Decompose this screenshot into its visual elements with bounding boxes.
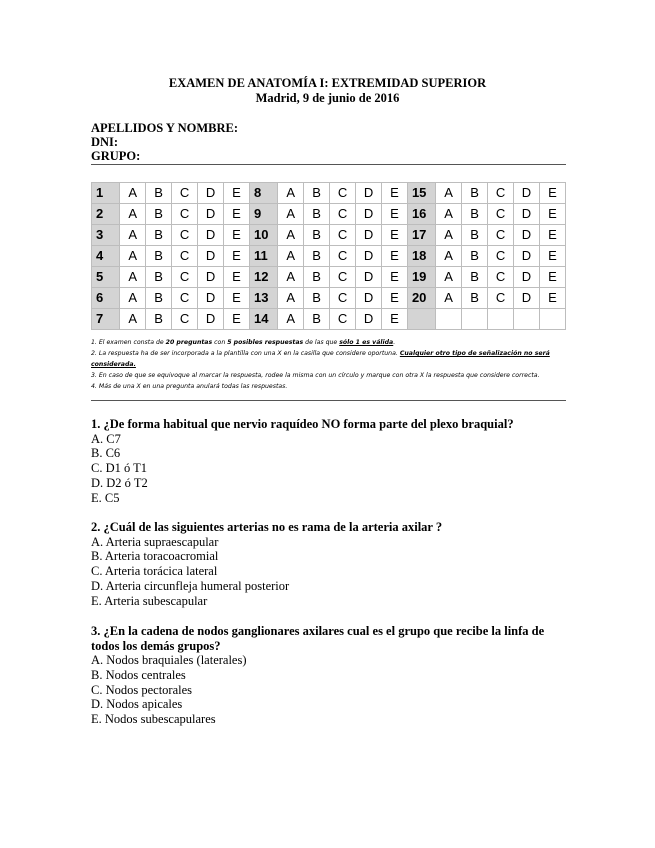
answer-row [92, 309, 566, 330]
answer-cell-18-e[interactable]: E [539, 246, 565, 267]
answer-cell-18-a[interactable]: A [436, 246, 462, 267]
question-number: 18 [407, 246, 435, 267]
question-number: 5 [92, 267, 120, 288]
answer-row [92, 225, 566, 246]
answer-cell-20-a[interactable]: A [436, 288, 462, 309]
answer-cell-4-e[interactable]: E [224, 246, 250, 267]
answer-cell-4-b[interactable]: B [146, 246, 172, 267]
answer-cell-8-e[interactable]: E [381, 183, 407, 204]
answer-cell-7-d[interactable]: D [198, 309, 224, 330]
answer-cell-15-d[interactable]: D [514, 183, 540, 204]
answer-cell-14-d[interactable]: D [356, 309, 382, 330]
answer-cell-3-a[interactable]: A [120, 225, 146, 246]
answer-cell-5-c[interactable]: C [172, 267, 198, 288]
question-number: 12 [249, 267, 277, 288]
option-e: E. Arteria subescapular [91, 593, 208, 608]
answer-cell-2-b[interactable]: B [146, 204, 172, 225]
answer-cell-3-b[interactable]: B [146, 225, 172, 246]
answer-cell-5-e[interactable]: E [224, 267, 250, 288]
answer-cell-18-c[interactable]: C [488, 246, 514, 267]
answer-cell-8-b[interactable]: B [304, 183, 330, 204]
answer-cell-15-c[interactable]: C [488, 183, 514, 204]
answer-cell-6-b[interactable]: B [146, 288, 172, 309]
answer-cell-9-c[interactable]: C [330, 204, 356, 225]
answer-cell-1-d[interactable]: D [198, 183, 224, 204]
question-number: 16 [407, 204, 435, 225]
question-text: 2. ¿Cuál de las siguientes arterias no es rama de la arteria axilar ? [91, 520, 443, 534]
answer-cell-9-b[interactable]: B [304, 204, 330, 225]
answer-cell-4-c[interactable]: C [172, 246, 198, 267]
answer-cell-16-c[interactable]: C [488, 204, 514, 225]
question-number: 8 [249, 183, 277, 204]
answer-cell-6-a[interactable]: A [120, 288, 146, 309]
empty-cell [436, 309, 462, 330]
option-e: E. Nodos subescapulares [91, 712, 216, 727]
empty-cell [488, 309, 514, 330]
question-number: 3 [92, 225, 120, 246]
answer-cell-11-a[interactable]: A [278, 246, 304, 267]
answer-cell-17-b[interactable]: B [462, 225, 488, 246]
answer-cell-14-e[interactable]: E [381, 309, 407, 330]
question-number: 10 [249, 225, 277, 246]
answer-cell-13-e[interactable]: E [381, 288, 407, 309]
answer-cell-4-d[interactable]: D [198, 246, 224, 267]
answer-sheet-table [91, 182, 566, 330]
answer-cell-11-d[interactable]: D [356, 246, 382, 267]
answer-cell-5-a[interactable]: A [120, 267, 146, 288]
answer-cell-20-e[interactable]: E [539, 288, 565, 309]
answer-cell-8-c[interactable]: C [330, 183, 356, 204]
question-number: 11 [249, 246, 277, 267]
answer-cell-18-d[interactable]: D [514, 246, 540, 267]
option-e: E. C5 [91, 490, 120, 505]
answer-cell-17-d[interactable]: D [514, 225, 540, 246]
empty-cell [514, 309, 540, 330]
empty-cell [462, 309, 488, 330]
question-text: 1. ¿De forma habitual que nervio raquídeo NO forma parte del plexo braquial? [91, 417, 514, 431]
answer-cell-17-a[interactable]: A [436, 225, 462, 246]
answer-cell-9-d[interactable]: D [356, 204, 382, 225]
answer-cell-17-c[interactable]: C [488, 225, 514, 246]
instruction-4: 4. Más de una X en una pregunta anulará todas las respuestas. [91, 383, 288, 390]
answer-cell-7-c[interactable]: C [172, 309, 198, 330]
answer-row [92, 183, 566, 204]
answer-cell-3-c[interactable]: C [172, 225, 198, 246]
answer-cell-10-c[interactable]: C [330, 225, 356, 246]
question-number: 1 [92, 183, 120, 204]
answer-cell-5-b[interactable]: B [146, 267, 172, 288]
answer-cell-16-a[interactable]: A [436, 204, 462, 225]
answer-cell-16-d[interactable]: D [514, 204, 540, 225]
answer-cell-11-b[interactable]: B [304, 246, 330, 267]
answer-cell-7-a[interactable]: A [120, 309, 146, 330]
option-b: B. Arteria toracoacromial [91, 549, 219, 564]
option-d: D. Arteria circunfleja humeral posterior [91, 578, 290, 593]
answer-cell-13-c[interactable]: C [330, 288, 356, 309]
question-number: 15 [407, 183, 435, 204]
dni-label: DNI: [91, 135, 119, 149]
question-number: 6 [92, 288, 120, 309]
answer-cell-6-d[interactable]: D [198, 288, 224, 309]
answer-row [92, 288, 566, 309]
instructions [91, 337, 566, 392]
question-number: 17 [407, 225, 435, 246]
option-b: B. C6 [91, 446, 121, 461]
answer-cell-20-b[interactable]: B [462, 288, 488, 309]
answer-cell-9-a[interactable]: A [278, 204, 304, 225]
answer-row [92, 204, 566, 225]
answer-cell-13-d[interactable]: D [356, 288, 382, 309]
answer-cell-10-b[interactable]: B [304, 225, 330, 246]
option-c: C. Arteria torácica lateral [91, 564, 218, 579]
option-c: C. Nodos pectorales [91, 682, 193, 697]
answer-cell-12-e[interactable]: E [381, 267, 407, 288]
answer-cell-1-b[interactable]: B [146, 183, 172, 204]
answer-cell-18-b[interactable]: B [462, 246, 488, 267]
answer-cell-10-a[interactable]: A [278, 225, 304, 246]
group-label: GRUPO: [91, 149, 141, 163]
answer-cell-4-a[interactable]: A [120, 246, 146, 267]
option-d: D. Nodos apicales [91, 697, 183, 712]
answer-cell-10-d[interactable]: D [356, 225, 382, 246]
question-number: 7 [92, 309, 120, 330]
question-text: 3. ¿En la cadena de nodos ganglionares axilares cual es el grupo que recibe la linfa de todos los demás grupos? [91, 624, 545, 653]
answer-cell-2-e[interactable]: E [224, 204, 250, 225]
answer-cell-7-e[interactable]: E [224, 309, 250, 330]
option-c: C. D1 ó T1 [91, 461, 148, 476]
answer-cell-11-c[interactable]: C [330, 246, 356, 267]
answer-cell-2-d[interactable]: D [198, 204, 224, 225]
answer-cell-19-b[interactable]: B [462, 267, 488, 288]
answer-cell-16-b[interactable]: B [462, 204, 488, 225]
exam-title: EXAMEN DE ANATOMÍA I: EXTREMIDAD SUPERIOR [168, 76, 487, 90]
answer-cell-20-c[interactable]: C [488, 288, 514, 309]
instruction-3: 3. En caso de que se equivoque al marcar la respuesta, rodee la misma con un círculo y marque con otra X la respuesta que considere correcta. [91, 372, 540, 379]
answer-cell-11-e[interactable]: E [381, 246, 407, 267]
exam-subtitle: Madrid, 9 de junio de 2016 [255, 91, 400, 105]
question-number: 2 [92, 204, 120, 225]
question-1 [91, 417, 566, 505]
answer-cell-2-c[interactable]: C [172, 204, 198, 225]
answer-cell-3-e[interactable]: E [224, 225, 250, 246]
question-number: 19 [407, 267, 435, 288]
option-a: A. Nodos braquiales (laterales) [91, 653, 247, 667]
answer-cell-1-c[interactable]: C [172, 183, 198, 204]
answer-cell-15-a[interactable]: A [436, 183, 462, 204]
answer-row [92, 246, 566, 267]
option-b: B. Nodos centrales [91, 667, 186, 682]
answer-cell-10-e[interactable]: E [381, 225, 407, 246]
instructions-divider [91, 400, 566, 401]
answer-cell-14-a[interactable]: A [278, 309, 304, 330]
question-number: 4 [92, 246, 120, 267]
option-d: D. D2 ó T2 [91, 475, 148, 490]
answer-cell-19-c[interactable]: C [488, 267, 514, 288]
answer-cell-14-c[interactable]: C [330, 309, 356, 330]
answer-cell-1-a[interactable]: A [120, 183, 146, 204]
answer-cell-3-d[interactable]: D [198, 225, 224, 246]
question-number: 14 [249, 309, 277, 330]
answer-cell-12-c[interactable]: C [330, 267, 356, 288]
answer-cell-15-e[interactable]: E [539, 183, 565, 204]
answer-cell-19-a[interactable]: A [436, 267, 462, 288]
question-2 [91, 520, 566, 608]
answer-row [92, 267, 566, 288]
answer-cell-7-b[interactable]: B [146, 309, 172, 330]
answer-cell-6-e[interactable]: E [224, 288, 250, 309]
instruction-2: 2. La respuesta ha de ser incorporada a la plantilla con una X en la casilla que considere oportuna. Cualquier otro tipo de señalización no será considerada. [91, 350, 550, 368]
option-a: A. C7 [91, 431, 121, 446]
name-label: APELLIDOS Y NOMBRE: [91, 121, 239, 135]
answer-cell-2-a[interactable]: A [120, 204, 146, 225]
question-number: 9 [249, 204, 277, 225]
header-divider [91, 164, 566, 165]
answer-cell-20-d[interactable]: D [514, 288, 540, 309]
answer-cell-14-b[interactable]: B [304, 309, 330, 330]
answer-cell-19-e[interactable]: E [539, 267, 565, 288]
answer-cell-9-e[interactable]: E [381, 204, 407, 225]
answer-cell-15-b[interactable]: B [462, 183, 488, 204]
question-number: 13 [249, 288, 277, 309]
answer-cell-1-e[interactable]: E [224, 183, 250, 204]
answer-cell-19-d[interactable]: D [514, 267, 540, 288]
question-number: 20 [407, 288, 435, 309]
question-number [407, 309, 435, 330]
answer-cell-8-d[interactable]: D [356, 183, 382, 204]
answer-cell-12-a[interactable]: A [278, 267, 304, 288]
option-a: A. Arteria supraescapular [91, 534, 219, 549]
answer-cell-13-b[interactable]: B [304, 288, 330, 309]
answer-cell-16-e[interactable]: E [539, 204, 565, 225]
answer-cell-13-a[interactable]: A [278, 288, 304, 309]
answer-cell-8-a[interactable]: A [278, 183, 304, 204]
answer-cell-12-d[interactable]: D [356, 267, 382, 288]
answer-cell-12-b[interactable]: B [304, 267, 330, 288]
answer-cell-6-c[interactable]: C [172, 288, 198, 309]
empty-cell [539, 309, 565, 330]
question-3 [91, 624, 566, 727]
answer-cell-17-e[interactable]: E [539, 225, 565, 246]
instruction-1: 1. El examen consta de 20 preguntas con 5 posibles respuestas de las que sólo 1 es válida. [91, 339, 396, 346]
answer-cell-5-d[interactable]: D [198, 267, 224, 288]
